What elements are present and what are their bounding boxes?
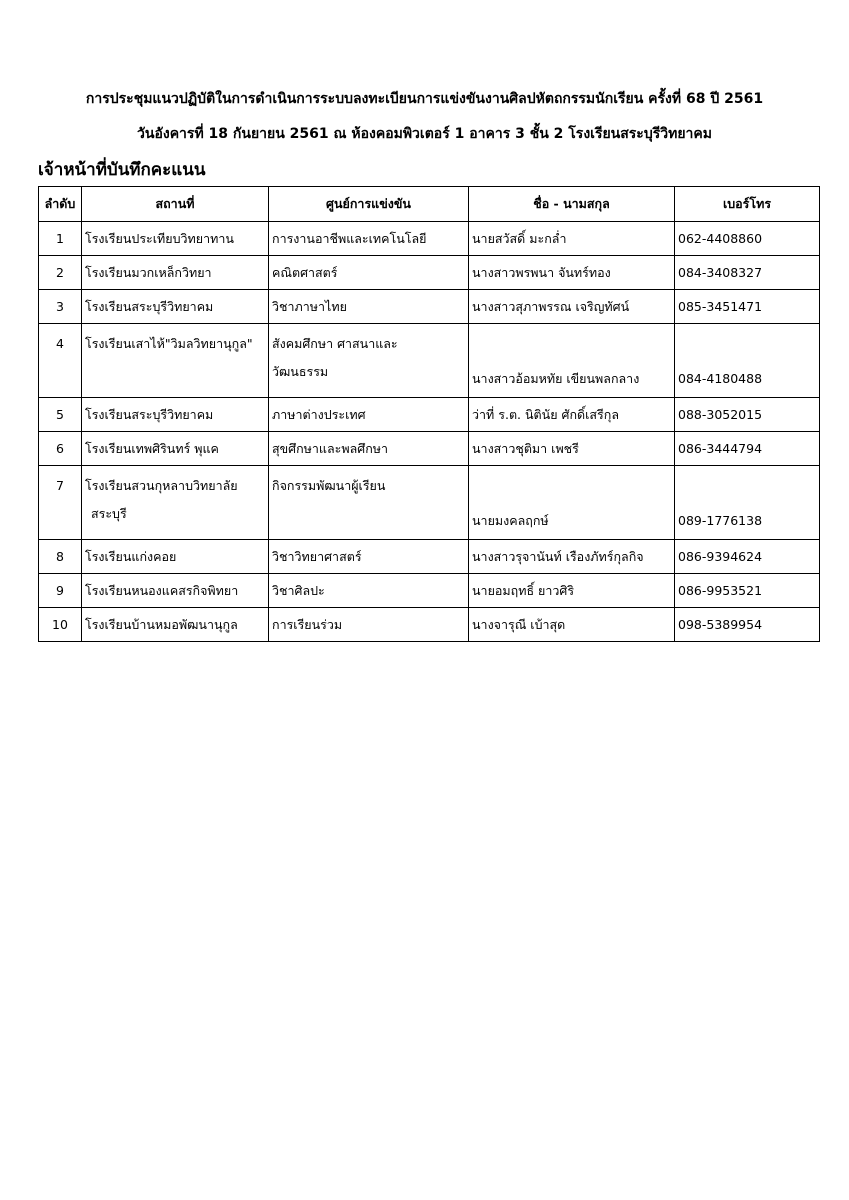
phone-cell: 089-1776138: [675, 466, 820, 540]
table-row: [39, 540, 820, 574]
center-cell: วิชาวิทยาศาสตร์: [269, 540, 469, 574]
row-number: 6: [39, 432, 82, 466]
phone-cell: 084-3408327: [675, 256, 820, 290]
center-cell: [269, 466, 469, 540]
row-number: 4: [39, 324, 82, 398]
table-row: [39, 574, 820, 608]
school-line: โรงเรียนสวนกุหลาบวิทยาลัย: [85, 478, 238, 493]
name-cell: นางสาวสุภาพรรณ เจริญทัศน์: [469, 290, 675, 324]
table-row: [39, 222, 820, 256]
row-number: 10: [39, 608, 82, 642]
column-header-phone: เบอร์โทร: [675, 187, 820, 222]
center-line: สังคมศึกษา ศาสนาและ: [272, 336, 398, 351]
school-line: โรงเรียนเสาไห้"วิมลวิทยานุกูล": [85, 336, 253, 351]
phone-cell: 085-3451471: [675, 290, 820, 324]
phone-cell: 098-5389954: [675, 608, 820, 642]
name-cell: นายสวัสดิ์ มะกล่ำ: [469, 222, 675, 256]
table-row: [39, 324, 820, 398]
center-cell: คณิตศาสตร์: [269, 256, 469, 290]
name-cell: นางสาวพรพนา จันทร์ทอง: [469, 256, 675, 290]
phone-cell: 086-3444794: [675, 432, 820, 466]
table-row: [39, 608, 820, 642]
school-cell: โรงเรียนหนองแคสรกิจพิทยา: [82, 574, 269, 608]
table-row: [39, 432, 820, 466]
school-cell: [82, 324, 269, 398]
score-recorders-table: [38, 186, 820, 642]
name-cell: นายมงคลฤกษ์: [469, 466, 675, 540]
name-cell: ว่าที่ ร.ต. นิตินัย ศักดิ์เสรีกุล: [469, 398, 675, 432]
phone-cell: 086-9394624: [675, 540, 820, 574]
column-header-location: สถานที่: [82, 187, 269, 222]
table-row: [39, 290, 820, 324]
table-header-row: [39, 187, 820, 222]
school-cell: [82, 466, 269, 540]
center-cell: สุขศึกษาและพลศึกษา: [269, 432, 469, 466]
row-number: 7: [39, 466, 82, 540]
school-cell: โรงเรียนแก่งคอย: [82, 540, 269, 574]
table-row: [39, 466, 820, 540]
document-title: การประชุมแนวปฏิบัติในการดำเนินการระบบลงทะเบียนการแข่งขันงานศิลปหัตถกรรมนักเรียน ครั้งที่ 68 ปี 2561: [85, 91, 764, 107]
school-cell: โรงเรียนเทพศิรินทร์ พุแค: [82, 432, 269, 466]
phone-cell: 088-3052015: [675, 398, 820, 432]
center-line: วัฒนธรรม: [272, 364, 329, 379]
meeting-details: วันอังคารที่ 18 กันยายน 2561 ณ ห้องคอมพิวเตอร์ 1 อาคาร 3 ชั้น 2 โรงเรียนสระบุรีวิทยาคม: [137, 126, 712, 142]
table-row: [39, 398, 820, 432]
school-cell: โรงเรียนบ้านหมอพัฒนานุกูล: [82, 608, 269, 642]
column-header-full-name: ชื่อ - นามสกุล: [469, 187, 675, 222]
center-cell: การเรียนร่วม: [269, 608, 469, 642]
name-cell: นางสาวชุติมา เพชรี: [469, 432, 675, 466]
school-cell: โรงเรียนสระบุรีวิทยาคม: [82, 290, 269, 324]
name-cell: นางจารุณี เบ้าสุด: [469, 608, 675, 642]
center-cell: ภาษาต่างประเทศ: [269, 398, 469, 432]
name-cell: นางสาวอ้อมหทัย เขียนพลกลาง: [469, 324, 675, 398]
table-row: [39, 256, 820, 290]
school-cell: โรงเรียนมวกเหล็กวิทยา: [82, 256, 269, 290]
row-number: 5: [39, 398, 82, 432]
center-cell: วิชาศิลปะ: [269, 574, 469, 608]
center-cell: วิชาภาษาไทย: [269, 290, 469, 324]
center-cell: การงานอาชีพและเทคโนโลยี: [269, 222, 469, 256]
center-cell: [269, 324, 469, 398]
name-cell: นายอมฤทธิ์ ยาวศิริ: [469, 574, 675, 608]
phone-cell: 084-4180488: [675, 324, 820, 398]
school-line: สระบุรี: [91, 506, 127, 521]
name-cell: นางสาวรุจานันท์ เรืองภัทร์กุลกิจ: [469, 540, 675, 574]
row-number: 1: [39, 222, 82, 256]
row-number: 3: [39, 290, 82, 324]
school-cell: โรงเรียนประเทียบวิทยาทาน: [82, 222, 269, 256]
column-header-competition-center: ศูนย์การแข่งขัน: [269, 187, 469, 222]
row-number: 8: [39, 540, 82, 574]
phone-cell: 062-4408860: [675, 222, 820, 256]
center-line: กิจกรรมพัฒนาผู้เรียน: [272, 478, 386, 493]
row-number: 2: [39, 256, 82, 290]
section-heading: เจ้าหน้าที่บันทึกคะแนน: [38, 160, 206, 180]
school-cell: โรงเรียนสระบุรีวิทยาคม: [82, 398, 269, 432]
phone-cell: 086-9953521: [675, 574, 820, 608]
column-header-order: ลำดับ: [39, 187, 82, 222]
row-number: 9: [39, 574, 82, 608]
